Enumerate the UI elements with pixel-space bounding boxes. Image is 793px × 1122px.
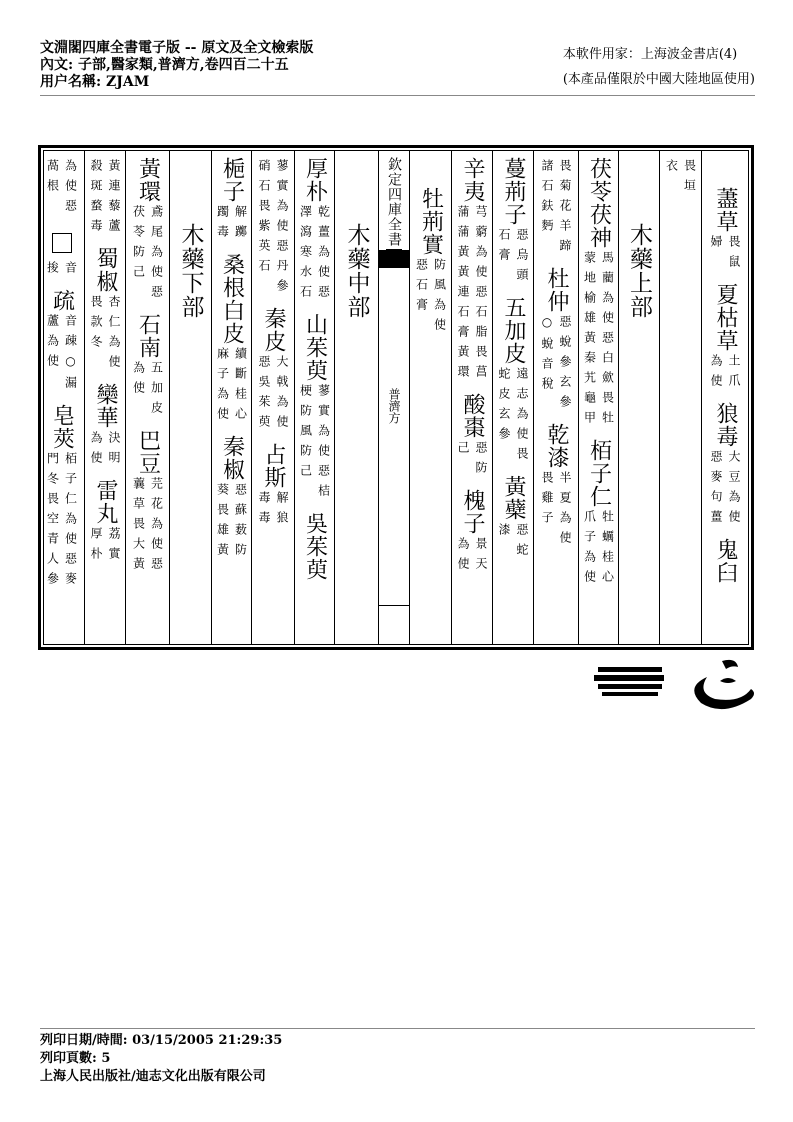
annotation-left: 為使	[131, 361, 146, 401]
annotation	[583, 251, 615, 431]
herb-name	[49, 227, 75, 259]
annotation	[132, 477, 164, 577]
annotation-left: 硝石畏紫英石	[257, 159, 271, 279]
annotation-left: 畏款冬	[89, 295, 103, 355]
annotation-left: 躅毒	[215, 205, 230, 245]
annotation-left: 惡石膏	[414, 258, 429, 318]
text-column	[451, 151, 492, 644]
annotation	[709, 235, 741, 275]
annotation	[89, 295, 121, 375]
annotation	[216, 205, 248, 245]
annotation-left: 蛇皮玄參	[497, 367, 511, 447]
herb-name: 秦皮	[261, 307, 286, 353]
annotation	[709, 354, 741, 394]
annotation	[583, 510, 615, 590]
herb-name: 茯苓茯神	[586, 157, 612, 249]
herb-name: 鬼臼	[713, 538, 738, 584]
annotation-left: 厚朴	[89, 527, 103, 567]
annotation-right: 荔實	[107, 527, 121, 567]
annotation	[709, 450, 741, 530]
text-column	[39, 151, 84, 644]
herb-name: 杜仲	[544, 267, 569, 313]
annotation-left: 婦	[709, 235, 723, 255]
annotation-right: 惡蛇	[515, 523, 529, 563]
footer	[40, 1032, 282, 1086]
annotation	[89, 159, 121, 239]
annotation-right: 解躑	[233, 205, 248, 245]
annotation-right: 景天	[474, 537, 488, 577]
missing-char-box	[52, 233, 72, 253]
herb-name: 五加皮	[501, 296, 526, 365]
herb-name: 疏	[49, 289, 75, 312]
annotation	[216, 347, 248, 427]
annotation-right: 土爪	[727, 354, 741, 394]
annotation-right: 惡防	[474, 441, 488, 481]
annotation-left: 蒲蒲黃黃連石膏黃環	[456, 205, 470, 385]
annotation-left: 爪子為使	[582, 510, 597, 590]
text-column	[578, 151, 618, 644]
herb-name: 槐子	[460, 489, 485, 535]
annotation-left: 蒙地榆雄黃秦艽龜甲	[582, 251, 597, 431]
herb-name: 桑根白皮	[219, 253, 245, 345]
annotation	[456, 537, 488, 577]
annotation	[216, 483, 248, 563]
annotation-left: 澤瀉寒水石	[298, 205, 313, 305]
annotation-right: 惡蛻參玄參	[558, 315, 572, 415]
herb-name: 栢子仁	[586, 439, 612, 508]
herb-name: 山茱萸	[302, 313, 328, 382]
annotation-left: 殺斑蝥毒	[89, 159, 103, 239]
herb-name: 皂莢	[49, 404, 75, 450]
annotation-left: 蘘草畏大黃	[131, 477, 146, 577]
annotation	[46, 314, 78, 396]
annotation	[257, 491, 289, 531]
content-breadcrumb: 內文: 子部,醫家類,普濟方,卷四百二十五	[40, 57, 289, 73]
annotation	[46, 159, 78, 219]
text-column	[659, 151, 701, 644]
annotation	[540, 159, 572, 259]
text-column	[334, 151, 378, 644]
header-divider	[40, 95, 755, 96]
print-datetime: 列印日期/時間: 03/15/2005 21:29:35	[40, 1033, 283, 1048]
annotation-right: 蓼實為使惡丹參	[275, 159, 289, 299]
text-column	[618, 151, 659, 644]
herb-name: 欒華	[93, 383, 118, 429]
annotation-right: 鳶尾為使惡	[149, 205, 164, 305]
herb-name: 蜀椒	[93, 247, 118, 293]
text-column	[492, 151, 533, 644]
text-column	[169, 151, 211, 644]
annotation	[299, 384, 331, 504]
annotation-left: 畏雞子	[540, 471, 554, 531]
annotation-left: 萵根	[45, 159, 60, 199]
annotation-right: 芫花為使惡	[149, 477, 164, 577]
herb-name: 牡荊實	[418, 187, 444, 256]
annotation-right: 牡蠣桂心	[600, 510, 615, 590]
annotation	[46, 452, 78, 592]
annotation-right: 黃連藜蘆	[107, 159, 121, 239]
text-column	[84, 151, 125, 644]
region-note: (本產品僅限於中國大陸地區使用)	[562, 72, 755, 87]
annotation	[540, 315, 572, 415]
page-frame	[38, 145, 754, 650]
annotation-right: 杏仁為使	[107, 295, 121, 375]
annotation-left: 門冬畏空青人參	[45, 452, 60, 592]
annotation	[497, 523, 529, 563]
annotation-right: 大戟為使	[275, 355, 289, 435]
annotation	[456, 441, 488, 481]
annotation	[415, 258, 447, 338]
annotation-right: 遠志為使畏	[515, 367, 529, 467]
herb-name: 占斯	[261, 443, 286, 489]
annotation-left: 己	[456, 441, 470, 461]
annotation	[132, 361, 164, 421]
herb-name: 黃環	[135, 157, 161, 203]
annotation-left: 漆	[497, 523, 511, 543]
annotation-left: 毒毒	[257, 491, 271, 531]
annotation-right: 蓼實為使惡桔	[316, 384, 331, 504]
annotation	[665, 159, 697, 199]
herb-name: 狼毒	[713, 402, 738, 448]
herb-name: 石南	[135, 313, 161, 359]
herb-name: 雷丸	[93, 479, 118, 525]
annotation-left: 蘆為使	[45, 314, 60, 374]
publisher-logo	[592, 655, 757, 715]
annotation-right: 芎藭為使惡石脂畏菖	[474, 205, 488, 385]
annotation-left: 衣	[664, 159, 679, 179]
annotation-left: 梗防風防己	[298, 384, 313, 484]
annotation-left: 惡吳茱萸	[257, 355, 271, 435]
annotation	[89, 431, 121, 471]
book-title: 普濟方	[387, 388, 401, 424]
annotation	[497, 367, 529, 467]
herb-name: 蔓荊子	[501, 157, 526, 226]
annotation-right: 音疎○漏	[63, 314, 78, 396]
annotation-left: 葵畏雄黃	[215, 483, 230, 563]
section-heading: 木藥中部	[343, 223, 370, 319]
app-title: 文淵閣四庫全書電子版 -- 原文及全文檢索版	[40, 40, 314, 56]
annotation-left: 為使	[89, 431, 103, 471]
annotation-right: 惡蘇薮防	[233, 483, 248, 563]
annotation	[89, 527, 121, 567]
annotation	[257, 159, 289, 299]
text-column	[701, 151, 748, 644]
header-right	[563, 42, 755, 92]
footer-divider	[40, 1028, 755, 1029]
section-heading: 木藥上部	[626, 223, 652, 319]
annotation-left: 麻子為使	[215, 347, 230, 427]
swirl-logo-icon	[694, 660, 754, 709]
text-column	[251, 151, 294, 644]
text-columns	[43, 150, 749, 645]
herb-name: 夏枯草	[713, 283, 738, 352]
annotation	[540, 471, 572, 551]
annotation-left: 為使	[456, 537, 470, 577]
annotation-right: 畏垣	[682, 159, 697, 199]
user-name: 用户名稱: ZJAM	[40, 74, 150, 90]
annotation-right: 防風為使	[432, 258, 447, 338]
herb-name: 吳茱萸	[302, 512, 328, 581]
annotation-right: 乾薑為使惡	[316, 205, 331, 305]
annotation-left: 石膏	[497, 228, 511, 268]
herb-name: 巴豆	[135, 429, 161, 475]
annotation-left: 諸石鈇麪	[540, 159, 554, 239]
page-count: 列印頁數: 5	[40, 1051, 111, 1066]
annotation-right: 續斷桂心	[233, 347, 248, 427]
banner-column	[378, 151, 409, 644]
herb-name: 梔子	[219, 157, 245, 203]
annotation-right: 為使惡	[63, 159, 78, 219]
annotation	[132, 205, 164, 305]
annotation-left: 捘	[45, 261, 60, 281]
herb-name: 乾漆	[544, 423, 569, 469]
text-column	[533, 151, 578, 644]
annotation-right: 畏鼠	[727, 235, 741, 275]
annotation	[46, 261, 78, 281]
annotation-right: 大豆為使	[727, 450, 741, 530]
annotation-left: ○蛻音稅	[540, 315, 554, 397]
herb-name: 秦椒	[219, 435, 245, 481]
annotation	[299, 205, 331, 305]
herb-name: 厚朴	[302, 157, 328, 203]
stripes-logo-icon	[594, 667, 664, 696]
herb-name: 酸棗	[460, 393, 485, 439]
fishtail-mark-icon	[379, 250, 409, 268]
herb-name: 辛夷	[460, 157, 485, 203]
text-column	[125, 151, 169, 644]
annotation-right: 音	[63, 261, 78, 281]
annotation	[456, 205, 488, 385]
annotation-right: 惡烏頭	[515, 228, 529, 288]
text-column	[211, 151, 251, 644]
annotation-right: 栢子仁為使惡麥	[63, 452, 78, 592]
banner-divider	[379, 605, 409, 606]
annotation-right: 決明	[107, 431, 121, 471]
annotation-left: 惡麥句薑	[709, 450, 723, 530]
annotation-right: 畏菊花羊蹄	[558, 159, 572, 259]
herb-name: 藎草	[713, 187, 738, 233]
annotation-right: 馬藺為使惡白歛畏牡	[600, 251, 615, 431]
collection-title: 欽定四庫全書	[386, 157, 402, 250]
annotation-left: 茯苓防己	[131, 205, 146, 285]
herb-name: 黃蘗	[501, 475, 526, 521]
licensee: 本軟件用家：上海波金書店(4)	[562, 47, 738, 62]
text-column	[409, 151, 451, 644]
annotation	[497, 228, 529, 288]
header-left	[40, 40, 313, 91]
annotation-right: 半夏為使	[558, 471, 572, 551]
annotation-right: 解狼	[275, 491, 289, 531]
annotation-right: 五加皮	[149, 361, 164, 421]
section-heading: 木藥下部	[177, 223, 204, 319]
publisher: 上海人民出版社/迪志文化出版有限公司	[40, 1069, 266, 1084]
annotation	[257, 355, 289, 435]
text-column	[294, 151, 334, 644]
annotation-left: 為使	[709, 354, 723, 394]
